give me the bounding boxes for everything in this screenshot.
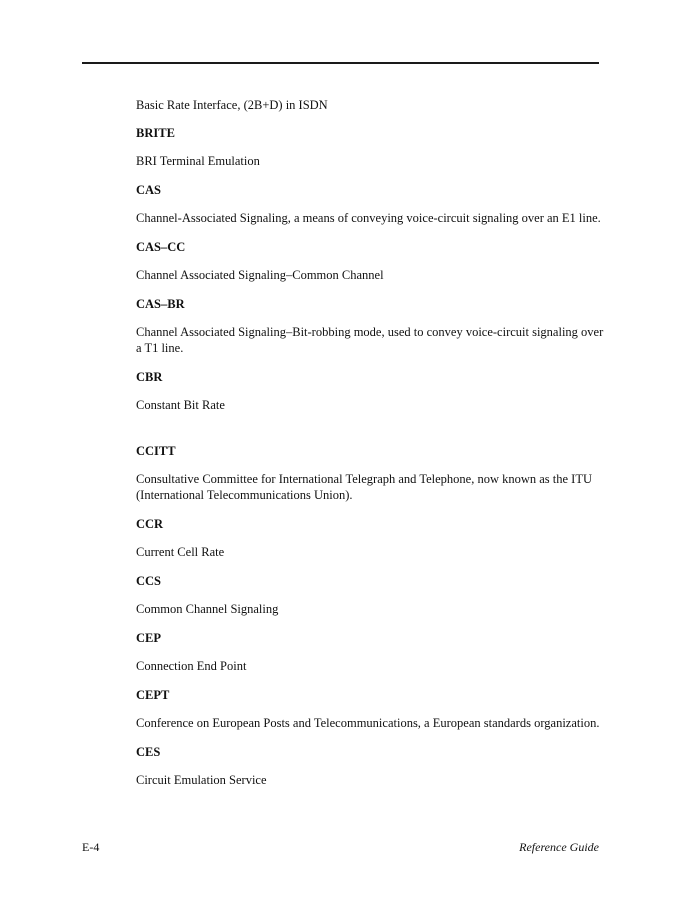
glossary-entry bbox=[136, 125, 606, 169]
glossary-term: CCITT bbox=[136, 444, 176, 458]
book-title: Reference Guide bbox=[519, 840, 599, 854]
glossary-term: CAS bbox=[136, 183, 162, 197]
glossary-entry bbox=[136, 443, 606, 503]
glossary-definition: Circuit Emulation Service bbox=[136, 773, 267, 787]
glossary-term: CEP bbox=[136, 631, 161, 645]
glossary-term: BRITE bbox=[136, 126, 175, 140]
glossary-definition: Common Channel Signaling bbox=[136, 602, 279, 616]
glossary-definition: Consultative Committee for International Telegraph and Telephone, now known as the ITU (International Telecommunications Union). bbox=[136, 472, 593, 502]
glossary-entries bbox=[136, 97, 606, 801]
glossary-term: CCS bbox=[136, 574, 162, 588]
glossary-term: CCR bbox=[136, 517, 164, 531]
glossary-term: CAS–BR bbox=[136, 297, 185, 311]
glossary-definition: Constant Bit Rate bbox=[136, 398, 225, 412]
glossary-entry bbox=[136, 239, 606, 283]
glossary-term: CES bbox=[136, 745, 161, 759]
glossary-definition: Channel-Associated Signaling, a means of conveying voice-circuit signaling over an E1 line. bbox=[136, 211, 601, 225]
intro-definition: Basic Rate Interface, (2B+D) in ISDN bbox=[136, 98, 328, 112]
glossary-definition: Current Cell Rate bbox=[136, 545, 225, 559]
glossary-definition: Channel Associated Signaling–Bit-robbing mode, used to convey voice-circuit signaling over a T1 line. bbox=[136, 325, 604, 355]
glossary-term: CBR bbox=[136, 370, 163, 384]
glossary-definition: Connection End Point bbox=[136, 659, 247, 673]
glossary-definition: Channel Associated Signaling–Common Channel bbox=[136, 268, 384, 282]
page-number: E-4 bbox=[82, 840, 100, 854]
glossary-entry bbox=[136, 296, 606, 356]
glossary-entry bbox=[136, 630, 606, 674]
glossary-definition: BRI Terminal Emulation bbox=[136, 154, 260, 168]
glossary-entry bbox=[136, 369, 606, 413]
glossary-term: CEPT bbox=[136, 688, 170, 702]
glossary-entry bbox=[136, 687, 606, 731]
glossary-entry bbox=[136, 182, 606, 226]
glossary-term: CAS–CC bbox=[136, 240, 186, 254]
glossary-entry bbox=[136, 573, 606, 617]
glossary-definition: Conference on European Posts and Telecommunications, a European standards organization. bbox=[136, 716, 600, 730]
glossary-entry bbox=[136, 516, 606, 560]
header-rule bbox=[82, 62, 599, 64]
glossary-entry bbox=[136, 744, 606, 788]
